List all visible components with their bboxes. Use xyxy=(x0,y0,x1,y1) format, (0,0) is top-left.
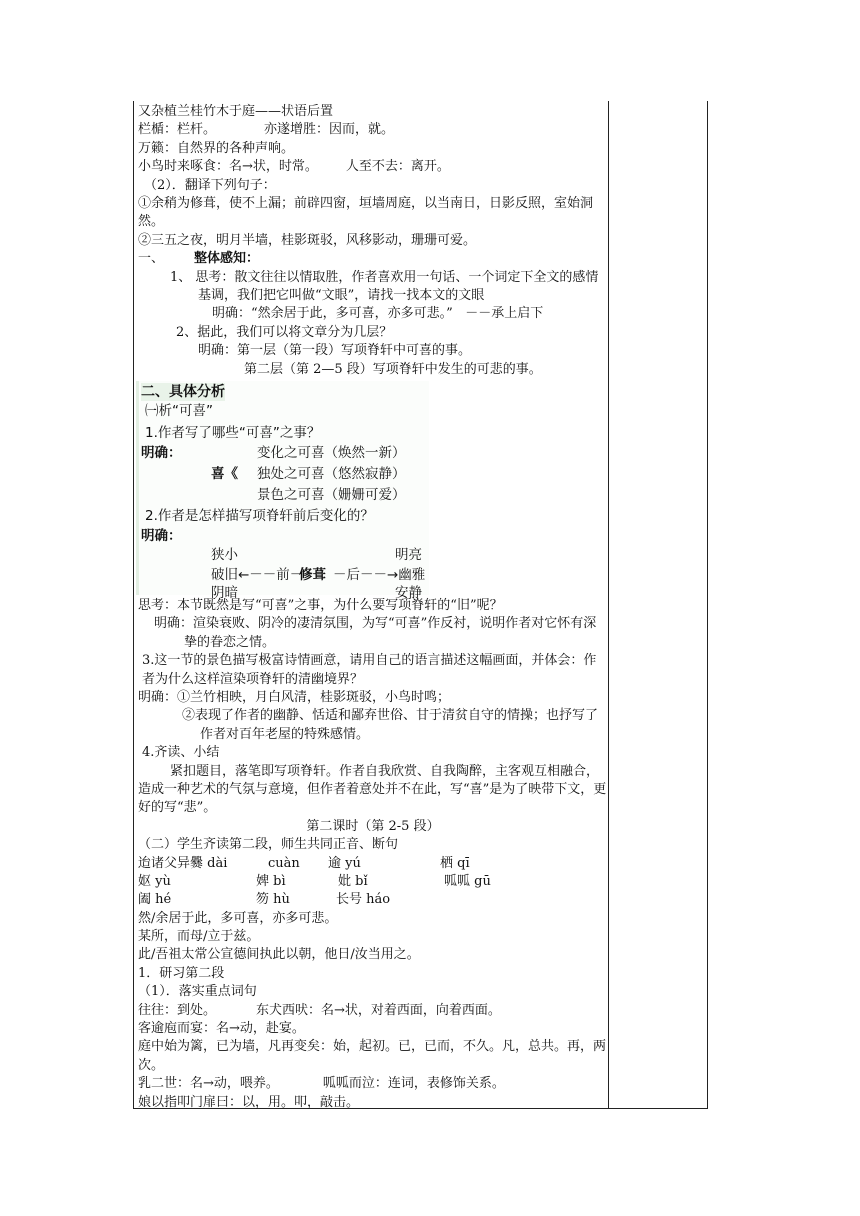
figure-left-3: 阴暗 xyxy=(211,584,238,601)
text-line: 小鸟时来啄食：名→状，时常。 人至不去：离开。 xyxy=(138,159,450,175)
figure-right-1: 明亮 xyxy=(395,546,422,563)
text-line: ②表现了作者的幽静、恬适和鄙弃世俗、甘于清贫自守的情操；也抒写了作者对百年老屋的特殊感情。 xyxy=(182,708,599,742)
text-line: 明确：第一层（第一段）写项脊轩中可喜的事。 xyxy=(198,343,472,359)
pinyin-row: 迨诸父异爨 dài cuàn 逾 yú 栖 qī xyxy=(138,855,470,871)
figure-answer-label: 明确： xyxy=(141,444,182,461)
text-line: 乳二世：名→动，喂养。 呱呱而泣：连词，表修饰关系。 xyxy=(138,1076,505,1092)
text-line: 第二层（第 2—5 段）写项脊轩中发生的可悲的事。 xyxy=(244,361,542,377)
figure-item-3: 景色之可喜（姗姗可爱） xyxy=(257,486,406,503)
figure-subheading: ㈠析“可喜” xyxy=(145,402,213,419)
section-title: 第二课时（第 2-5 段） xyxy=(306,818,440,834)
figure-right-3: 安静 xyxy=(395,584,422,601)
text-line: 某所，而母/立于兹。 xyxy=(138,929,260,945)
figure-answer-label-2: 明确： xyxy=(141,527,182,544)
text-line: 庭中始为篱，已为墙，凡再变矣：始，起初。已，已而，不久。凡，总共。再，两次。 xyxy=(138,1039,607,1073)
figure-item-1: 变化之可喜（焕然一新） xyxy=(257,444,406,461)
text-line: 4.齐读、小结 xyxy=(142,745,220,761)
figure-brace-label: 喜《 xyxy=(211,465,238,482)
analysis-figure xyxy=(136,381,429,601)
text-line: 一、 整体感知： xyxy=(138,251,260,267)
text-line: 栏楯：栏杆。 亦遂增胜：因而，就。 xyxy=(138,122,395,138)
text-line: ②三五之夜，明月半墙，桂影斑驳，风移影动，珊珊可爱。 xyxy=(138,232,477,248)
text-line: 客逾庖而宴：名→动，赴宴。 xyxy=(138,1021,305,1037)
text-line: 1、 思考：散文往往以情取胜，作者喜欢用一句话、一个词定下全文的感情基调，我们把它叫做“文眼”，请找一找本文的文眼 xyxy=(170,269,599,303)
text-line: 万籁：自然界的各种声响。 xyxy=(138,140,295,156)
text-line: （2）．翻译下列句子： xyxy=(144,177,276,193)
text-line: 明确：渲染衰败、阴冷的凄清氛围，为写“可喜”作反衬，说明作者对它怀有深挚的眷恋之情。 xyxy=(154,616,597,650)
text-line: 1．研习第二段 xyxy=(138,965,225,981)
figure-right-2: －后－－→幽雅 xyxy=(333,566,426,583)
pinyin-row: 妪 yù 婢 bì 妣 bǐ 呱呱 gū xyxy=(138,873,491,889)
text-line: 明确：①兰竹相映，月白风清，桂影斑驳，小鸟时鸣； xyxy=(138,689,451,705)
table-border-middle xyxy=(608,101,609,1108)
text-line: 娘以指叩门扉曰：以，用。叩，敲击。 xyxy=(138,1094,360,1110)
text-line: 紧扣题目，落笔即写项脊轩。作者自我欣赏、自我陶醉，主客观互相融合，造成一种艺术的气氛与意境，但作者着意处并不在此，写“喜”是为了映带下文，更好的写“悲”。 xyxy=(138,763,607,816)
figure-question-1: 1.作者写了哪些“可喜”之事？ xyxy=(145,424,321,441)
text-line: （1）．落实重点词句 xyxy=(138,984,257,1000)
text-line: 明确：“然余居于此，多可喜，亦多可悲。” －－承上启下 xyxy=(212,306,544,322)
table-border-right xyxy=(707,101,708,1108)
text-line: 又杂植兰桂竹木于庭——状语后置 xyxy=(138,104,334,119)
table-border-left xyxy=(133,101,134,1108)
lesson-content xyxy=(138,103,608,1112)
figure-item-2: 独处之可喜（悠然寂静） xyxy=(257,465,406,482)
figure-heading: 二、具体分析 xyxy=(141,383,225,400)
text-line: ①余稍为修葺，使不上漏；前辟四窗，垣墙周庭，以当南日，日影反照，室始洞然。 xyxy=(138,195,594,230)
text-line: 3.这一节的景色描写极富诗情画意，请用自己的语言描述这幅画面，并体会：作者为什么这样渲染项脊轩的清幽境界？ xyxy=(142,653,597,687)
figure-question-2: 2.作者是怎样描写项脊轩前后变化的？ xyxy=(145,507,374,524)
text-line: 2、据此，我们可以将文章分为几层？ xyxy=(176,324,393,340)
pinyin-row: 阖 hé 笏 hù 长号 háo xyxy=(138,892,391,908)
figure-middle: 修葺 xyxy=(299,566,326,583)
text-line: 思考：本节既然是写“可喜”之事，为什么要写项脊轩的“旧”呢？ xyxy=(138,597,503,613)
figure-left-2: 破旧←－－前－ xyxy=(211,566,304,583)
text-line: 往往：到处。 东犬西吠：名→状，对着西面，向着西面。 xyxy=(138,1002,501,1018)
text-line: （二）学生齐读第二段，师生共同正音、断句 xyxy=(138,837,399,853)
text-line: 此/吾祖太常公宣德间执此以朝，他日/汝当用之。 xyxy=(138,947,420,963)
figure-left-1: 狭小 xyxy=(211,546,238,563)
text-line: 然/余居于此，多可喜，亦多可悲。 xyxy=(138,910,338,926)
